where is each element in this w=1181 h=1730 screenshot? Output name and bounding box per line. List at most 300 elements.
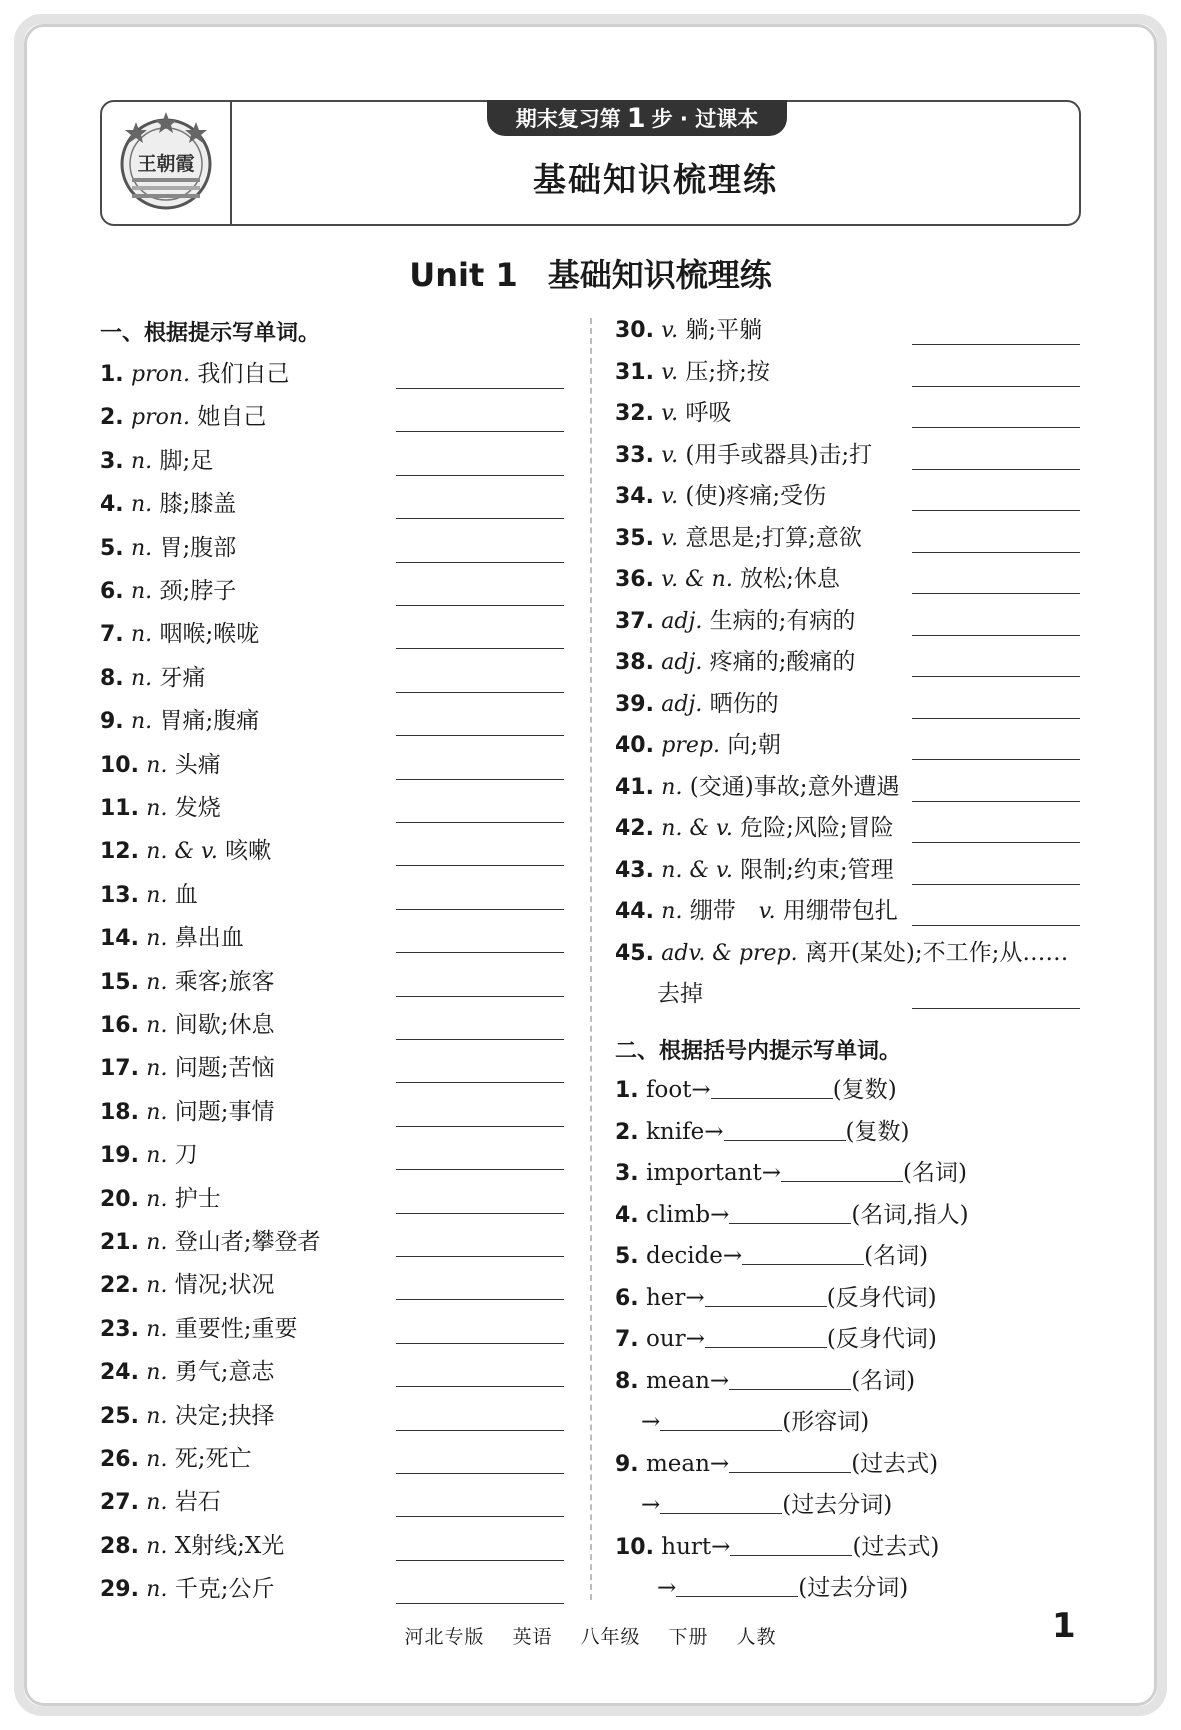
meaning-text: 问题;事情 <box>174 1098 275 1125</box>
item-number: 21. <box>100 1230 139 1255</box>
word-item <box>100 614 259 654</box>
word-item <box>615 435 872 475</box>
answer-line[interactable] <box>396 1213 564 1214</box>
answer-blank[interactable] <box>729 1197 851 1224</box>
base-word: foot→ <box>645 1077 711 1103</box>
answer-blank[interactable] <box>705 1321 827 1348</box>
word-item <box>100 528 236 568</box>
arrow-text: → <box>657 1575 677 1601</box>
answer-line[interactable] <box>912 884 1080 885</box>
part-of-speech: v. <box>661 318 679 343</box>
word-item <box>615 808 894 848</box>
word-item <box>100 571 236 611</box>
answer-line[interactable] <box>912 801 1080 802</box>
header-box <box>100 100 1081 226</box>
part-of-speech: n. <box>130 535 153 561</box>
meaning-text: 胃;腹部 <box>159 534 237 561</box>
answer-line[interactable] <box>912 925 1080 926</box>
item-number: 3. <box>100 448 124 474</box>
item-number: 12. <box>100 839 139 865</box>
hint-text: (名词) <box>903 1160 967 1186</box>
answer-line[interactable] <box>396 475 564 476</box>
answer-line[interactable] <box>912 344 1080 345</box>
answer-blank[interactable] <box>729 1446 851 1473</box>
item-number: 23. <box>100 1316 139 1342</box>
answer-line[interactable] <box>396 1256 564 1257</box>
part-of-speech: n. <box>146 1013 168 1038</box>
part-of-speech: v. <box>661 525 679 551</box>
answer-line[interactable] <box>396 1039 564 1040</box>
part-of-speech: n. <box>146 1533 168 1559</box>
word-item <box>100 701 259 741</box>
answer-line[interactable] <box>912 552 1080 553</box>
meaning-text: 护士 <box>174 1185 221 1212</box>
item-number: 1. <box>615 1078 639 1103</box>
item-number: 5. <box>615 1244 639 1269</box>
hint-text: (反身代词) <box>826 1326 937 1352</box>
answer-blank[interactable] <box>742 1238 864 1265</box>
transform-item <box>615 1278 937 1318</box>
word-item <box>100 441 213 481</box>
item-number: 9. <box>615 1451 639 1477</box>
part-of-speech: n. <box>146 969 168 995</box>
answer-line[interactable] <box>396 1386 564 1387</box>
item-number: 41. <box>615 774 654 800</box>
part-of-speech: adj. <box>661 691 703 717</box>
arrow-text: → <box>641 1492 661 1518</box>
word-item <box>100 1526 284 1566</box>
hint-text: (过去式) <box>852 1533 940 1560</box>
transform-item-continued <box>641 1402 869 1442</box>
answer-line[interactable] <box>396 865 564 866</box>
answer-blank[interactable] <box>660 1404 782 1431</box>
meaning-text: 千克;公斤 <box>174 1576 275 1603</box>
item-number: 13. <box>100 882 139 908</box>
item-number: 10. <box>615 1534 654 1560</box>
part-of-speech: n. <box>146 882 168 908</box>
meaning-text: 意思是;打算;意欲 <box>685 524 862 551</box>
answer-line[interactable] <box>396 692 564 693</box>
answer-line[interactable] <box>912 510 1080 511</box>
word-item <box>100 1135 198 1175</box>
hint-text: (名词,指人) <box>851 1201 969 1228</box>
item-number: 10. <box>100 752 139 778</box>
item-number: 24. <box>100 1360 139 1386</box>
meaning-text: 重要性;重要 <box>174 1315 298 1342</box>
meaning-text: 牙痛 <box>159 664 206 691</box>
meaning-text: 膝;膝盖 <box>159 491 237 518</box>
base-word: mean→ <box>645 1450 730 1477</box>
answer-line[interactable] <box>396 1430 564 1431</box>
answer-line[interactable] <box>396 1560 564 1561</box>
column-divider <box>590 318 592 1600</box>
answer-line[interactable] <box>912 759 1080 760</box>
item-number: 17. <box>100 1056 139 1082</box>
word-item <box>100 1352 275 1392</box>
unit-name: 基础知识梳理练 <box>547 256 772 294</box>
answer-line[interactable] <box>396 735 564 736</box>
footer-edition: 河北专版 <box>404 1626 485 1648</box>
section2-heading: 二、根据括号内提示写单词。 <box>615 1039 902 1064</box>
meaning-text: 血 <box>174 881 198 908</box>
hint-text: (过去分词) <box>782 1492 893 1518</box>
item-number: 31. <box>615 359 654 385</box>
base-word: climb→ <box>645 1201 730 1228</box>
base-word: her→ <box>645 1284 705 1311</box>
part-of-speech: n. <box>146 1403 168 1429</box>
meaning-text: 情况;状况 <box>174 1272 275 1299</box>
meaning-text: 头痛 <box>174 751 221 778</box>
item-number: 35. <box>615 525 654 551</box>
part-of-speech: n. <box>146 1577 168 1603</box>
part-of-speech: v. <box>661 359 679 385</box>
word-item <box>100 1482 221 1522</box>
item-number: 40. <box>615 733 654 758</box>
word-item <box>615 684 779 724</box>
transform-item <box>615 1236 928 1276</box>
word-item <box>615 518 862 558</box>
part-of-speech: n. <box>146 1490 168 1516</box>
answer-line[interactable] <box>396 518 564 519</box>
answer-line[interactable] <box>396 952 564 953</box>
item-number: 6. <box>615 1285 639 1311</box>
part-of-speech: n. <box>146 1316 168 1342</box>
word-item <box>100 788 221 828</box>
answer-line[interactable] <box>396 431 564 432</box>
word-item <box>100 1309 298 1349</box>
part-of-speech: n. <box>146 1143 168 1169</box>
word-item <box>615 393 731 433</box>
arrow-text: → <box>641 1409 661 1435</box>
answer-line[interactable] <box>912 469 1080 470</box>
footer-subject: 英语 <box>512 1626 553 1648</box>
part-of-speech: n. <box>130 622 153 648</box>
item-number: 38. <box>615 650 654 675</box>
item-number: 2. <box>615 1119 639 1145</box>
part-of-speech: n. <box>146 752 168 778</box>
item-number: 15. <box>100 969 139 995</box>
word-item <box>615 310 762 350</box>
answer-line[interactable] <box>396 1299 564 1300</box>
item-number: 4. <box>615 1202 639 1228</box>
word-item <box>615 601 855 641</box>
meaning-text: 咽喉;喉咙 <box>159 621 260 648</box>
meaning-text: 向;朝 <box>727 732 782 758</box>
part-of-speech: n. & v. <box>661 816 733 841</box>
page-number: 1 <box>1052 1606 1076 1646</box>
meaning-text: 用绷带包扎 <box>782 898 898 924</box>
word-item <box>615 891 898 931</box>
item-number: 39. <box>615 691 654 717</box>
meaning-text: 绷带 <box>689 898 736 924</box>
transform-item <box>615 1153 967 1193</box>
part-of-speech: n. <box>146 1099 168 1125</box>
answer-blank[interactable] <box>676 1570 798 1597</box>
word-item <box>100 1092 275 1132</box>
footer-volume: 下册 <box>668 1626 709 1648</box>
header-tab-step: 1 <box>626 102 646 134</box>
item-number: 34. <box>615 484 654 509</box>
meaning-text: 放松;休息 <box>740 566 840 592</box>
footer-grade: 八年级 <box>580 1626 641 1648</box>
item-number: 19. <box>100 1143 139 1169</box>
meaning-text: 死;死亡 <box>174 1446 252 1472</box>
transform-item-continued <box>641 1485 892 1525</box>
answer-line[interactable] <box>396 1126 564 1127</box>
word-item <box>615 476 826 516</box>
word-item <box>100 875 198 915</box>
part-of-speech: v. & n. <box>661 567 733 592</box>
part-of-speech: adj. <box>661 608 703 634</box>
hint-text: (过去式) <box>851 1450 939 1477</box>
answer-blank[interactable] <box>705 1280 827 1307</box>
meaning-text: 压;挤;按 <box>685 358 770 385</box>
answer-line[interactable] <box>396 1343 564 1344</box>
answer-line[interactable] <box>396 648 564 649</box>
item-number: 18. <box>100 1099 139 1125</box>
part-of-speech: pron. <box>130 405 190 431</box>
word-item <box>615 559 840 599</box>
word-item <box>100 1179 221 1219</box>
meaning-text: 晒伤的 <box>709 690 779 717</box>
header-tab-suffix: 步 · 过课本 <box>651 107 759 131</box>
meaning-text: 鼻出血 <box>174 925 244 952</box>
footer-publisher: 人教 <box>736 1626 777 1648</box>
part-of-speech: n. <box>146 926 168 952</box>
section1-heading: 一、根据提示写单词。 <box>100 321 321 346</box>
base-word: our→ <box>645 1326 705 1352</box>
base-word: mean→ <box>645 1367 730 1394</box>
part-of-speech: n. <box>661 774 683 800</box>
meaning-text: 登山者;攀登者 <box>174 1229 321 1255</box>
transform-item-continued <box>657 1568 908 1608</box>
part-of-speech: n. & v. <box>661 857 733 883</box>
base-word: hurt→ <box>661 1533 731 1560</box>
item-number: 4. <box>100 492 124 518</box>
answer-line[interactable] <box>912 635 1080 636</box>
footer <box>0 1622 1181 1649</box>
word-item <box>615 933 1068 973</box>
meaning-text: 躺;平躺 <box>685 317 763 343</box>
hint-text: (过去分词) <box>798 1575 909 1601</box>
meaning-text: 刀 <box>174 1142 198 1169</box>
word-item <box>615 725 781 765</box>
answer-line[interactable] <box>912 842 1080 843</box>
base-word: knife→ <box>645 1118 724 1145</box>
header-title: 基础知识梳理练 <box>533 160 778 199</box>
word-item <box>100 745 221 785</box>
answer-blank[interactable] <box>660 1487 782 1514</box>
part-of-speech: adv. & prep. <box>661 940 798 966</box>
transform-item <box>615 1195 969 1235</box>
unit-title <box>0 250 1181 296</box>
word-item <box>100 1048 275 1088</box>
part-of-speech: v. <box>661 401 679 426</box>
item-number: 25. <box>100 1403 139 1429</box>
item-number: 45. <box>615 940 654 966</box>
part-of-speech: n. <box>130 709 153 735</box>
item-number: 2. <box>100 405 124 431</box>
item-number: 20. <box>100 1186 139 1212</box>
part-of-speech: prep. <box>661 733 720 758</box>
answer-blank[interactable] <box>729 1363 851 1390</box>
item-number: 44. <box>615 899 654 924</box>
item-number: 9. <box>100 709 124 735</box>
part-of-speech: v. <box>661 442 679 468</box>
word-item <box>100 1439 252 1479</box>
meaning-text: 问题;苦恼 <box>174 1055 275 1082</box>
meaning-text: 颈;脖子 <box>159 578 237 604</box>
meaning-text: 呼吸 <box>685 400 732 426</box>
hint-text: (名词) <box>851 1367 916 1394</box>
word-item <box>100 962 275 1002</box>
answer-line[interactable] <box>396 388 564 389</box>
item-number: 8. <box>615 1368 639 1394</box>
item-number: 26. <box>100 1447 139 1472</box>
part-of-speech: n. <box>146 1056 168 1082</box>
item-number: 27. <box>100 1490 139 1516</box>
answer-line[interactable] <box>396 562 564 563</box>
part-of-speech: n. <box>130 448 153 474</box>
item-number: 7. <box>615 1327 639 1352</box>
word-item <box>100 1005 275 1045</box>
item-number: 37. <box>615 608 654 634</box>
item-number: 28. <box>100 1533 139 1559</box>
part-of-speech: n. & v. <box>146 839 218 865</box>
item-number: 36. <box>615 567 654 592</box>
meaning-text: 决定;抉择 <box>174 1402 275 1429</box>
answer-line[interactable] <box>396 909 564 910</box>
item-number: 5. <box>100 535 124 561</box>
meaning-text: 疼痛的;酸痛的 <box>709 649 856 675</box>
answer-line[interactable] <box>396 779 564 780</box>
base-word: important→ <box>645 1160 781 1186</box>
hint-text: (反身代词) <box>826 1284 937 1311</box>
meaning-text: 胃痛;腹痛 <box>159 708 260 735</box>
part-of-speech: n. <box>130 492 153 518</box>
svg-text:王朝霞: 王朝霞 <box>137 153 195 175</box>
answer-line[interactable] <box>396 605 564 606</box>
meaning-text: (用手或器具)击;打 <box>685 441 873 468</box>
word-item <box>100 1222 321 1262</box>
word-item <box>615 767 899 807</box>
hint-text: (复数) <box>845 1118 910 1145</box>
part-of-speech: n. <box>146 1230 168 1255</box>
answer-line[interactable] <box>912 386 1080 387</box>
item-number: 32. <box>615 401 654 426</box>
answer-line[interactable] <box>396 1516 564 1517</box>
answer-line[interactable] <box>396 822 564 823</box>
transform-item <box>615 1319 937 1359</box>
meaning-text: 我们自己 <box>197 361 290 387</box>
unit-label: Unit 1 <box>409 256 518 294</box>
part-of-speech: n. <box>146 1360 168 1386</box>
item-number: 7. <box>100 622 124 648</box>
item-number: 42. <box>615 816 654 841</box>
item-number: 1. <box>100 362 124 387</box>
transform-item <box>615 1070 897 1110</box>
item-number: 14. <box>100 926 139 952</box>
word-item <box>100 484 236 524</box>
word-item <box>615 642 855 682</box>
meaning-text: 岩石 <box>174 1489 221 1516</box>
transform-item <box>615 1112 909 1152</box>
answer-line[interactable] <box>396 1473 564 1474</box>
word-item <box>100 397 266 437</box>
answer-line[interactable] <box>912 427 1080 428</box>
part-of-speech: n. <box>146 1186 168 1212</box>
part-of-speech: adj. <box>661 650 703 675</box>
part-of-speech: n. <box>661 899 683 924</box>
transform-item <box>615 1444 938 1484</box>
answer-line[interactable] <box>396 1169 564 1170</box>
part-of-speech: n. <box>146 1447 168 1472</box>
item-number: 22. <box>100 1273 139 1299</box>
answer-blank[interactable] <box>724 1114 846 1141</box>
answer-line[interactable] <box>912 1008 1080 1009</box>
meaning-text: 生病的;有病的 <box>709 607 856 634</box>
meaning-text: 乘客;旅客 <box>174 968 275 995</box>
base-word: decide→ <box>645 1243 743 1269</box>
answer-blank[interactable] <box>730 1529 852 1556</box>
answer-line[interactable] <box>396 996 564 997</box>
word-item <box>100 658 205 698</box>
meaning-text: (使)疼痛;受伤 <box>685 483 827 509</box>
meaning-text: 脚;足 <box>159 447 214 474</box>
item-number: 16. <box>100 1013 139 1038</box>
item-number: 8. <box>100 665 124 691</box>
answer-line[interactable] <box>396 1603 564 1604</box>
answer-blank[interactable] <box>711 1072 833 1099</box>
part-of-speech: n. <box>130 665 153 691</box>
meaning-text: 间歇;休息 <box>174 1012 275 1038</box>
part-of-speech: n. <box>146 1273 168 1299</box>
answer-line[interactable] <box>912 593 1080 594</box>
header-tab <box>487 100 787 136</box>
transform-item <box>615 1527 939 1567</box>
meaning-text: 发烧 <box>174 795 221 821</box>
word-item <box>100 1265 275 1305</box>
part-of-speech: n. <box>130 579 153 604</box>
answer-line[interactable] <box>396 1082 564 1083</box>
hint-text: (形容词) <box>782 1409 870 1435</box>
word-item <box>615 352 770 392</box>
answer-blank[interactable] <box>781 1155 903 1182</box>
word-item <box>100 1396 275 1436</box>
meaning-text: X射线;X光 <box>174 1532 285 1559</box>
header-tab-prefix: 期末复习第 <box>515 107 621 131</box>
item-number: 11. <box>100 796 139 821</box>
item-number: 6. <box>100 579 124 604</box>
answer-line[interactable] <box>912 676 1080 677</box>
meaning-text: (交通)事故;意外遭遇 <box>689 773 900 800</box>
word-item <box>100 1569 275 1609</box>
part-of-speech: v. <box>661 484 679 509</box>
transform-item <box>615 1361 915 1401</box>
part-of-speech: pron. <box>130 362 190 387</box>
hint-text: (名词) <box>864 1243 929 1269</box>
word-item <box>615 850 894 890</box>
meaning-text: 危险;风险;冒险 <box>740 815 894 841</box>
word-item-continued: 去掉 <box>657 980 703 1007</box>
meaning-text: 限制;约束;管理 <box>740 856 894 883</box>
item-number: 3. <box>615 1161 639 1186</box>
word-item <box>100 354 289 394</box>
item-number: 33. <box>615 442 654 468</box>
answer-line[interactable] <box>912 718 1080 719</box>
item-number: 30. <box>615 318 654 343</box>
word-item <box>100 831 271 871</box>
